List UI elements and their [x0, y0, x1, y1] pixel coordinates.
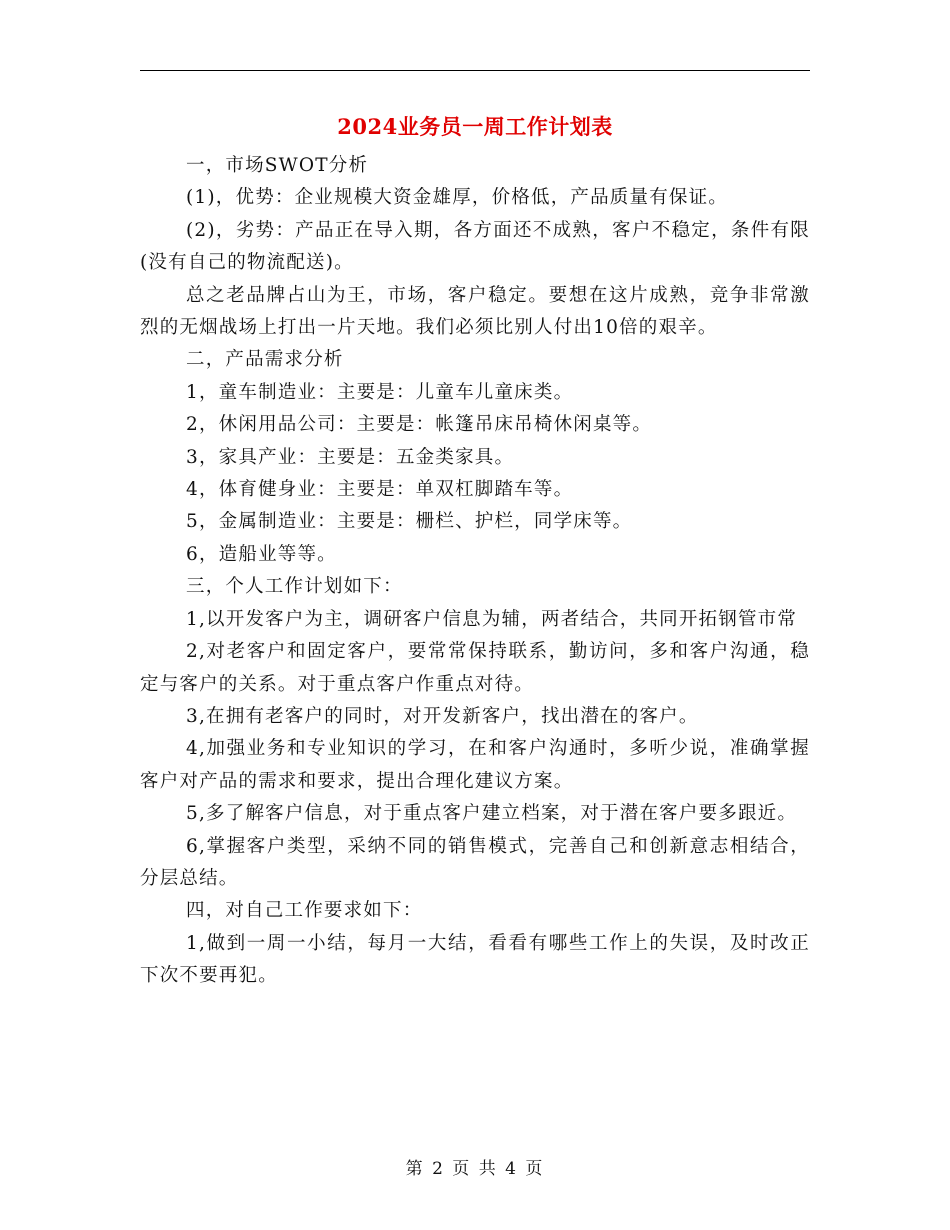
- paragraph: 1,做到一周一小结，每月一大结，看看有哪些工作上的失误，及时改正下次不要再犯。: [140, 932, 810, 987]
- document-body: [140, 150, 810, 993]
- paragraph: (1)，优势：企业规模大资金雄厚，价格低，产品质量有保证。: [186, 187, 729, 209]
- paragraph: 3,在拥有老客户的同时，对开发新客户，找出潜在的客户。: [186, 705, 699, 727]
- paragraph: 3，家具产业：主要是：五金类家具。: [186, 446, 515, 468]
- paragraph: 5，金属制造业：主要是：栅栏、护栏，同学床等。: [186, 511, 633, 533]
- page-number-footer: 第 2 页 共 4 页: [405, 1159, 545, 1179]
- paragraph: (2)，劣势：产品正在导入期，各方面还不成熟，客户不稳定，条件有限(没有自己的物流配送)。: [140, 219, 810, 274]
- paragraph: 2,对老客户和固定客户，要常常保持联系，勤访问，多和客户沟通，稳定与客户的关系。对于重点客户作重点对待。: [140, 641, 810, 695]
- paragraph: 1,以开发客户为主，调研客户信息为辅，两者结合，共同开拓钢管市常: [186, 608, 798, 630]
- header-rule: [140, 70, 810, 71]
- paragraph: 三，个人工作计划如下：: [186, 576, 403, 598]
- paragraph: 总之老品牌占山为王，市场，客户稳定。要想在这片成熟，竞争非常激烈的无烟战场上打出一片天地。我们必须比别人付出10倍的艰辛。: [140, 284, 810, 339]
- paragraph: 5,多了解客户信息，对于重点客户建立档案，对于潜在客户要多跟近。: [186, 803, 798, 825]
- paragraph: 4，体育健身业：主要是：单双杠脚踏车等。: [186, 479, 574, 501]
- paragraph: 一，市场SWOT分析: [186, 155, 369, 176]
- paragraph: 1，童车制造业：主要是：儿童车儿童床类。: [186, 381, 574, 403]
- paragraph: 4,加强业务和专业知识的学习，在和客户沟通时，多听少说，准确掌握客户对产品的需求和要求，提出合理化建议方案。: [140, 738, 810, 792]
- paragraph: 四，对自己工作要求如下：: [186, 900, 423, 922]
- paragraph: 6,掌握客户类型，采纳不同的销售模式，完善自己和创新意志相结合，分层总结。: [140, 835, 810, 889]
- paragraph: 二，产品需求分析: [186, 349, 344, 371]
- document-title: 2024业务员一周工作计划表: [337, 114, 613, 139]
- paragraph: 6，造船业等等。: [186, 543, 337, 565]
- paragraph: 2，休闲用品公司：主要是：帐篷吊床吊椅休闲桌等。: [186, 414, 653, 436]
